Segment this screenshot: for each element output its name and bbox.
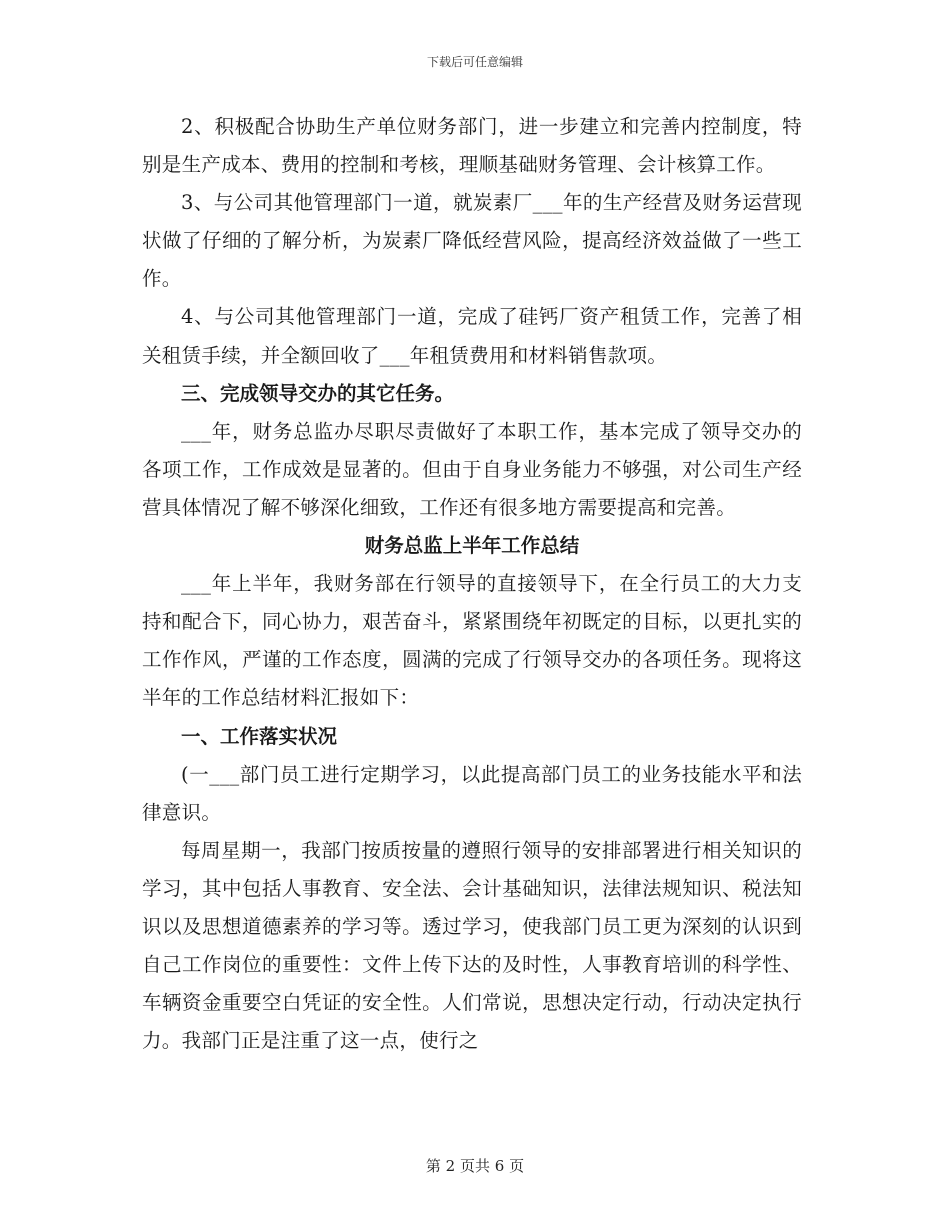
page-header: 下载后可任意编辑: [426, 55, 523, 69]
section-heading-1: 一、工作落实状况: [181, 724, 338, 748]
paragraph-summary: ___年，财务总监办尽职尽责做好了本职工作，基本完成了领导交办的各项工作，工作成效是显著的。但由于自身业务能力不够强，对公司生产经营具体情况了解不够深化细致，工作还有很多地方需要提高和完善。: [142, 419, 802, 519]
paragraph-item-4: 4、与公司其他管理部门一道，完成了硅钙厂资产租赁工作，完善了相关租赁手续，并全额回收了___年租赁费用和材料销售款项。: [142, 305, 802, 367]
paragraph-item-2: 2、积极配合协助生产单位财务部门，进一步建立和完善内控制度，特别是生产成本、费用的控制和考核，理顺基础财务管理、会计核算工作。: [142, 115, 802, 177]
section-heading-3: 三、完成领导交办的其它任务。: [181, 381, 455, 405]
paragraph-item-3: 3、与公司其他管理部门一道，就炭素厂___年的生产经营及财务运营现状做了仔细的了解分析，为炭素厂降低经营风险，提高经济效益做了一些工作。: [142, 191, 802, 291]
page-footer: 第 2 页共 6 页: [425, 1157, 525, 1175]
document-title: 财务总监上半年工作总结: [364, 534, 580, 558]
document-body: [142, 108, 802, 1060]
paragraph-subitem-1: (一___部门员工进行定期学习，以此提高部门员工的业务技能水平和法律意识。: [142, 762, 802, 824]
paragraph-weekly-study: 每周星期一，我部门按质按量的遵照行领导的安排部署进行相关知识的学习，其中包括人事教育、安全法、会计基础知识，法律法规知识、税法知识以及思想道德素养的学习等。透过学习，使我部门员工更为深刻的认识到自己工作岗位的重要性：文件上传下达的及时性，人事教育培训的科学性、车辆资金重要空白凭证的安全性。人们常说，思想决定行动，行动决定执行力。我部门正是注重了这一点，使行之: [142, 838, 802, 1053]
paragraph-intro: ___年上半年，我财务部在行领导的直接领导下，在全行员工的大力支持和配合下，同心协力，艰苦奋斗，紧紧围绕年初既定的目标，以更扎实的工作作风，严谨的工作态度，圆满的完成了行领导交办的各项任务。现将这半年的工作总结材料汇报如下：: [142, 572, 802, 710]
